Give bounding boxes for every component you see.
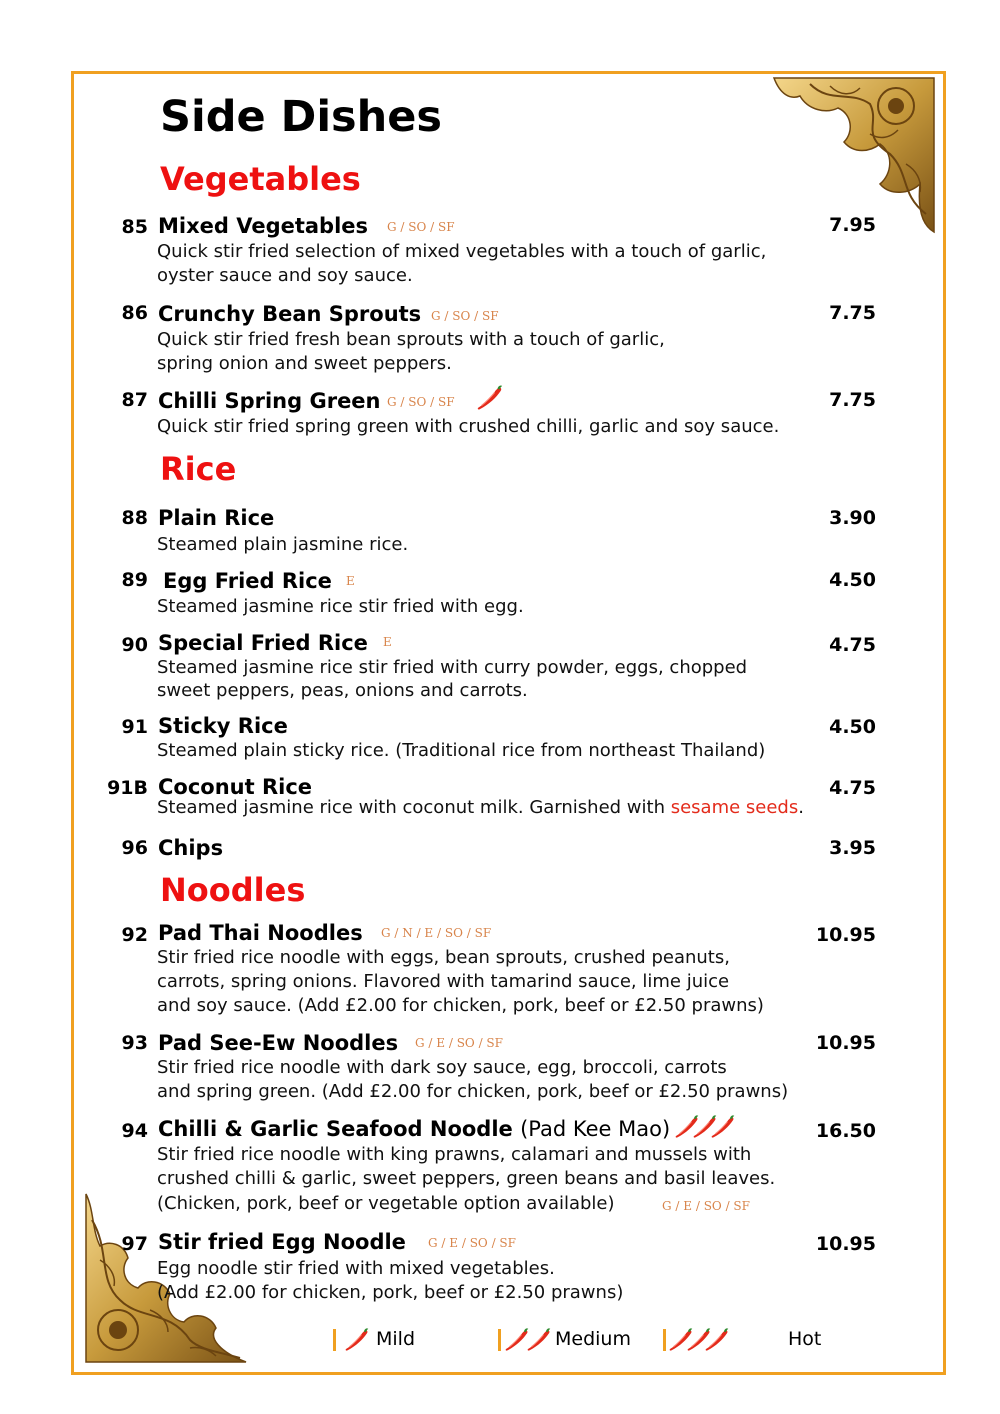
item-description: Steamed jasmine rice stir fried with egg.	[157, 596, 524, 617]
item-price: 7.75	[829, 302, 876, 324]
item-price: 3.90	[829, 507, 876, 529]
allergen-tags: G / SO / SF	[387, 220, 455, 234]
page-title: Side Dishes	[160, 92, 443, 142]
section-heading-noodles: Noodles	[160, 871, 306, 909]
item-description: Stir fried rice noodle with dark soy sauce, egg, broccoli, carrots	[157, 1057, 727, 1078]
item-number: 93	[121, 1032, 148, 1054]
allergen-tags: G / E / SO / SF	[415, 1036, 503, 1050]
item-name: Special Fried Rice	[158, 631, 368, 655]
corner-ornament-top-right	[770, 74, 936, 234]
item-description: oyster sauce and soy sauce.	[157, 265, 413, 286]
chilli-icon	[343, 1327, 371, 1353]
item-number: 94	[121, 1120, 148, 1142]
legend-label: Medium	[555, 1328, 631, 1350]
allergen-tags: G / E / SO / SF	[662, 1199, 750, 1213]
allergen-tags: G / N / E / SO / SF	[381, 926, 492, 940]
item-name: Plain Rice	[158, 506, 275, 530]
legend-bar	[663, 1329, 666, 1351]
item-number: 91	[121, 716, 148, 738]
item-description: Egg noodle stir fried with mixed vegetables.	[157, 1258, 555, 1279]
item-name: Stir fried Egg Noodle	[158, 1230, 406, 1254]
section-heading-vegetables: Vegetables	[160, 160, 361, 198]
item-description: Steamed plain sticky rice. (Traditional rice from northeast Thailand)	[157, 740, 766, 761]
item-number: 91B	[107, 777, 148, 799]
item-name: Crunchy Bean Sprouts	[158, 302, 422, 326]
section-heading-rice: Rice	[160, 450, 237, 488]
allergen-tags: G / SO / SF	[387, 395, 455, 409]
item-description: (Chicken, pork, beef or vegetable option available)	[157, 1193, 615, 1214]
item-description: crushed chilli & garlic, sweet peppers, green beans and basil leaves.	[157, 1168, 776, 1189]
item-price: 4.50	[829, 569, 876, 591]
item-price: 4.50	[829, 716, 876, 738]
allergen-tags: E	[346, 574, 355, 588]
item-description: spring onion and sweet peppers.	[157, 353, 452, 374]
allergen-highlight: sesame seeds	[670, 797, 799, 818]
item-description: Stir fried rice noodle with king prawns, calamari and mussels with	[157, 1144, 752, 1165]
item-description: Steamed jasmine rice stir fried with curry powder, eggs, chopped	[157, 657, 748, 678]
item-name-main: Chilli & Garlic Seafood Noodle	[158, 1117, 513, 1141]
item-name: Pad See-Ew Noodles	[158, 1031, 399, 1055]
item-name: Chips	[158, 836, 224, 860]
item-number: 96	[121, 837, 148, 859]
item-price: 7.75	[829, 389, 876, 411]
legend-bar	[333, 1329, 336, 1351]
item-price: 4.75	[829, 777, 876, 799]
item-description: Quick stir fried selection of mixed vegetables with a touch of garlic,	[157, 241, 767, 262]
item-description: Quick stir fried spring green with crushed chilli, garlic and soy sauce.	[157, 416, 780, 437]
item-description: and spring green. (Add £2.00 for chicken, pork, beef or £2.50 prawns)	[157, 1081, 789, 1102]
description-text: Steamed jasmine rice with coconut milk. Garnished with	[157, 797, 671, 818]
item-number: 90	[121, 634, 148, 656]
item-description: Steamed plain jasmine rice.	[157, 534, 409, 555]
item-number: 85	[121, 216, 148, 238]
item-name-thai: (Pad Kee Mao)	[520, 1117, 671, 1141]
item-number: 86	[121, 302, 148, 324]
item-name	[158, 1117, 670, 1142]
item-name: Chilli Spring Green	[158, 389, 381, 413]
item-name: Sticky Rice	[158, 714, 288, 738]
item-number: 97	[121, 1233, 148, 1255]
legend-label: Mild	[376, 1328, 416, 1350]
item-price: 16.50	[815, 1120, 876, 1142]
legend-bar	[498, 1329, 501, 1351]
item-price: 10.95	[815, 1233, 876, 1255]
item-name: Egg Fried Rice	[163, 569, 332, 593]
legend-label: Hot	[788, 1328, 822, 1350]
chilli-icon	[704, 1327, 730, 1353]
item-description: Stir fried rice noodle with eggs, bean sprouts, crushed peanuts,	[157, 947, 730, 968]
item-description: carrots, spring onions. Flavored with tamarind sauce, lime juice	[157, 971, 730, 992]
item-name: Mixed Vegetables	[158, 214, 369, 238]
item-number: 87	[121, 389, 148, 411]
item-name: Coconut Rice	[158, 775, 313, 799]
description-text: .	[798, 797, 804, 818]
item-description	[157, 796, 804, 820]
item-price: 10.95	[815, 924, 876, 946]
item-price: 3.95	[829, 837, 876, 859]
allergen-tags: G / E / SO / SF	[428, 1236, 516, 1250]
item-description: and soy sauce. (Add £2.00 for chicken, pork, beef or £2.50 prawns)	[157, 995, 764, 1016]
item-number: 88	[121, 507, 148, 529]
allergen-tags: E	[383, 635, 392, 649]
chilli-icon	[525, 1327, 553, 1353]
item-description: sweet peppers, peas, onions and carrots.	[157, 680, 528, 701]
item-name: Pad Thai Noodles	[158, 921, 363, 945]
item-number: 92	[121, 924, 148, 946]
item-number: 89	[121, 569, 148, 591]
item-description: Quick stir fried fresh bean sprouts with a touch of garlic,	[157, 329, 665, 350]
item-price: 10.95	[815, 1032, 876, 1054]
item-price: 4.75	[829, 634, 876, 656]
chilli-icon	[475, 384, 505, 412]
chilli-icon	[710, 1113, 736, 1141]
allergen-tags: G / SO / SF	[431, 309, 499, 323]
item-description: (Add £2.00 for chicken, pork, beef or £2.50 prawns)	[157, 1282, 624, 1303]
item-price: 7.95	[829, 214, 876, 236]
